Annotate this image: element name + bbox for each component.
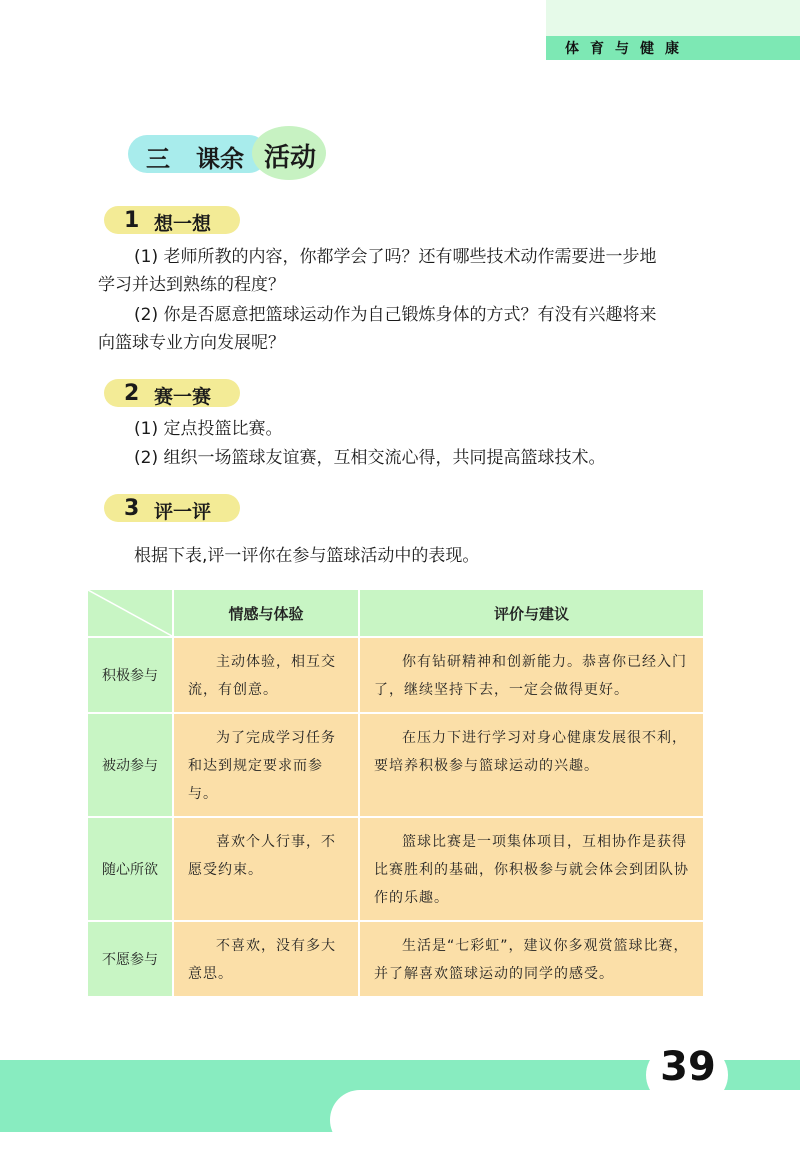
- row-label: 不愿参与: [87, 921, 173, 997]
- experience-text: 喜欢个人行事，不愿受约束。: [188, 834, 336, 878]
- advice-text: 篮球比赛是一项集体项目，互相协作是获得比赛胜利的基础，你积极参与就会体会到团队协作的乐趣。: [374, 834, 689, 906]
- section-title-part1: 课余: [196, 145, 244, 173]
- evaluation-intro: 根据下表,评一评你在参与篮球活动中的表现。: [134, 546, 480, 566]
- subsection-label-1: [104, 206, 240, 234]
- section-number: 三: [146, 145, 170, 173]
- contest-item-2: (2) 组织一场篮球友谊赛，互相交流心得，共同提高篮球技术。: [134, 448, 606, 468]
- experience-cell: [173, 637, 359, 713]
- table-row: [87, 637, 704, 713]
- footer-white-tab: [330, 1090, 800, 1150]
- table-row: [87, 817, 704, 921]
- question-1-line-2: 学习并达到熟练的程度？: [98, 275, 285, 295]
- table-corner-cell: [87, 589, 173, 637]
- section-title-part2: 活动: [264, 143, 317, 173]
- subsection-label-3: [104, 494, 240, 522]
- subsection-number: 2: [124, 381, 140, 406]
- advice-cell: [359, 713, 704, 817]
- experience-text: 主动体验，相互交流，有创意。: [188, 654, 336, 698]
- page-number: 39: [660, 1044, 716, 1090]
- row-label: 积极参与: [87, 637, 173, 713]
- evaluation-table: [86, 588, 705, 998]
- table-row: [87, 713, 704, 817]
- experience-text: 不喜欢，没有多大意思。: [188, 938, 336, 982]
- table-row: [87, 921, 704, 997]
- contest-item-1: (1) 定点投篮比赛。: [134, 419, 283, 439]
- subsection-title: 评一评: [154, 501, 212, 523]
- advice-text: 生活是“七彩虹”，建议你多观赏篮球比赛，并了解喜欢篮球运动的同学的感受。: [374, 938, 689, 982]
- advice-text: 你有钻研精神和创新能力。恭喜你已经入门了，继续坚持下去，一定会做得更好。: [374, 654, 687, 698]
- subsection-number: 3: [124, 496, 140, 521]
- question-2-line-1: (2) 你是否愿意把篮球运动作为自己锻炼身体的方式？有没有兴趣将来: [134, 305, 657, 325]
- diagonal-line-icon: [88, 590, 172, 636]
- question-2-line-2: 向篮球专业方向发展呢？: [98, 333, 285, 353]
- subsection-number: 1: [124, 208, 140, 233]
- advice-cell: [359, 637, 704, 713]
- advice-cell: [359, 817, 704, 921]
- advice-text: 在压力下进行学习对身心健康发展很不利，要培养积极参与篮球运动的兴趣。: [374, 730, 687, 774]
- table-header-row: [87, 589, 704, 637]
- experience-cell: [173, 713, 359, 817]
- subsection-title: 赛一赛: [154, 386, 212, 408]
- table-header-advice: 评价与建议: [359, 589, 704, 637]
- row-label: 被动参与: [87, 713, 173, 817]
- experience-text: 为了完成学习任务和达到规定要求而参与。: [188, 730, 336, 802]
- experience-cell: [173, 817, 359, 921]
- question-1-line-1: (1) 老师所教的内容，你都学会了吗？还有哪些技术动作需要进一步地: [134, 247, 657, 267]
- header-subject: 体育与健康: [565, 41, 690, 57]
- table-header-experience: 情感与体验: [173, 589, 359, 637]
- row-label: 随心所欲: [87, 817, 173, 921]
- subsection-label-2: [104, 379, 240, 407]
- experience-cell: [173, 921, 359, 997]
- subsection-title: 想一想: [154, 213, 212, 235]
- advice-cell: [359, 921, 704, 997]
